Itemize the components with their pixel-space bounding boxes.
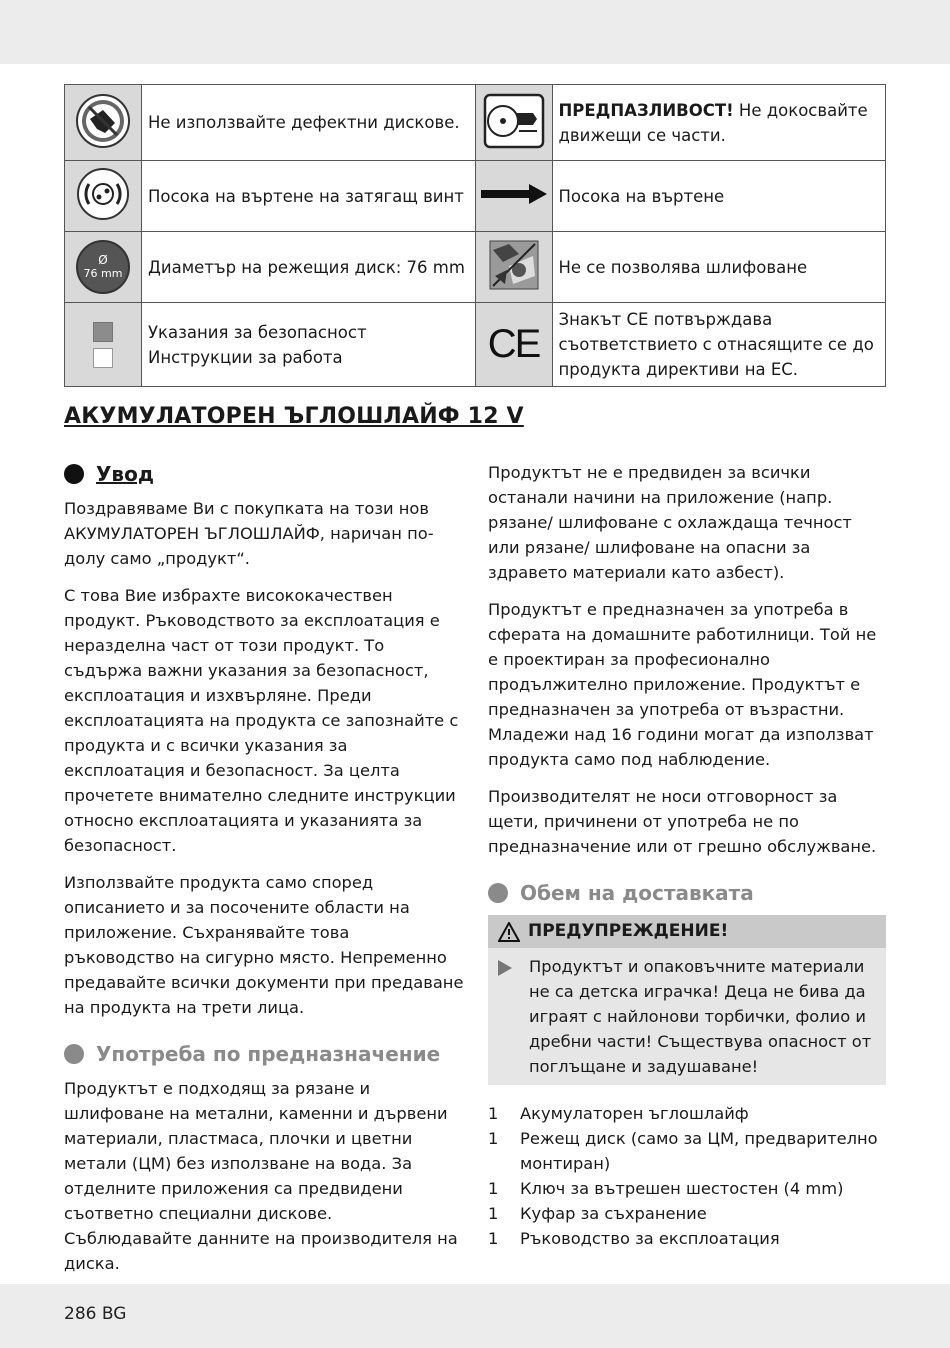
left-column [64,458,464,1288]
diameter-symbol: Ø [98,253,108,267]
page-title: АКУМУЛАТОРЕН ЪГЛОШЛАЙФ 12 V [64,404,524,429]
grey-square-icon [93,322,113,342]
item-qty: 1 [488,1204,499,1223]
symbol-text: Знакът CE потвърждава съответствието с отнасящите се до продукта директиви на ЕС. [552,303,886,387]
item-name: Куфар за съхранение [520,1204,707,1223]
symbol-text: Не се позволява шлифоване [552,232,886,303]
intro-heading [64,458,464,490]
pointer-triangle-icon [498,954,529,1079]
list-item [488,1101,886,1126]
paragraph: Производителят не носи отговорност за щети, причинени от употреба не по предназначение или от грешно обслужване. [488,787,877,856]
paragraph: С това Вие избрахте висококачествен продукт. Ръководството за експлоатация е неразделна част от този продукт. То съдържа важни указания за безопасност, експлоатация и изхвърляне. Преди експлоатацията на продукта се запознайте с продукта и с всички указания за експлоатация и безопасност. За целта прочетете внимателно следните инструкции относно експлоатацията и указанията за безопасност. [64,586,459,855]
warning-title: ПРЕДУПРЕЖДЕНИЕ! [528,921,729,941]
paragraph: Продуктът е подходящ за рязане и шлифоване на метални, каменни и дървени материали, пластмаса, плочки и цветни метали (ЦМ) без използване на вода. За отделните приложения са предвидени съответно специални дискове. Съблюдавайте данните на производителя на диска. [64,1079,458,1273]
list-item [488,1226,886,1251]
clamping-screw-rotation-icon [75,166,131,222]
warning-box [488,915,886,1085]
warning-triangle-icon [498,922,520,942]
page-number: 286 BG [64,1304,127,1324]
paragraph: Използвайте продукта само според описанието и за посочените области на приложение. Съхранявайте това ръководство на сигурно място. Непременно предавайте всички документи при предаване на продукта на трети лица. [64,873,464,1017]
symbol-text-safety [142,303,476,387]
no-grinding-icon [489,240,539,290]
bottom-band [0,1284,950,1348]
symbol-cell-rotation [475,161,552,232]
symbol-cell-safety-squares [65,303,142,387]
right-column [488,460,886,1251]
delivery-heading-text: Обем на доставката [520,880,754,905]
ce-mark-icon: CE [487,322,540,366]
paragraph: Поздравяваме Ви с покупката на този нов АКУМУЛАТОРЕН ЪГЛОШЛАЙФ, наричан по-долу само „продукт“. [64,499,434,568]
item-name: Акумулаторен ъглошлайф [520,1104,749,1123]
symbol-text: Диаметър на режещия диск: 76 mm [142,232,476,303]
delivery-heading [488,877,886,909]
paragraph: Продуктът е предназначен за употреба в сферата на домашните работилници. Той не е проектиран за професионално продължително приложение. Продуктът е предназначен за употреба от възрастни. Младежи над 16 години могат да използват продукта само под наблюдение. [488,600,877,769]
disc-diameter-icon [76,240,130,294]
symbol-text: Посока на въртене [552,161,886,232]
top-band [0,0,950,64]
symbol-cell-no-grinding [475,232,552,303]
list-item [488,1126,886,1176]
symbol-cell-ce [475,303,552,387]
intended-use-heading [64,1038,464,1070]
list-item [488,1176,886,1201]
symbol-cell-moving-parts [475,85,552,161]
intro-heading-text: Увод [96,461,154,486]
item-qty: 1 [488,1179,499,1198]
white-square-icon [93,348,113,368]
paragraph: Продуктът не е предвиден за всички останали начини на приложение (напр. рязане/ шлифоване с охлаждаща течност или рязане/ шлифоване на опасни за здравето материали като азбест). [488,463,852,582]
symbol-text: Посока на въртене на затягащ винт [142,161,476,232]
symbol-cell-diameter [65,232,142,303]
intended-use-heading-text: Употреба по предназначение [96,1041,441,1066]
symbol-text-moving-parts [552,85,886,161]
operating-instructions-label: Инструкции за работа [148,347,343,367]
caution-text: Не докосвайте движещи се части. [558,100,868,145]
rotation-arrow-icon [479,182,549,206]
symbols-table [64,84,886,387]
item-qty: 1 [488,1104,499,1123]
bullet-icon [488,883,508,903]
warning-header [488,915,886,948]
safety-notes-squares-icon [93,322,113,368]
item-qty: 1 [488,1229,499,1248]
warning-text: Продуктът и опаковъчните материали не са детска играчка! Деца не бива да играят с найлонови торбички, фолио и дребни части! Съществува опасност от поглъщане и задушаване! [529,957,872,1076]
safety-notes-label: Указания за безопасност [148,322,367,342]
bullet-icon [64,464,84,484]
diameter-value: 76 mm [83,267,123,280]
item-qty: 1 [488,1129,499,1148]
symbol-cell-defective-disc [65,85,142,161]
item-name: Ръководство за експлоатация [520,1229,780,1248]
caution-label: ПРЕДПАЗЛИВОСТ! [558,100,734,120]
symbol-text: Не използвайте дефектни дискове. [142,85,476,161]
warning-body [488,948,886,1085]
delivery-contents-list [488,1101,886,1251]
bullet-icon [64,1044,84,1064]
item-name: Ключ за вътрешен шестостен (4 mm) [520,1179,844,1198]
list-item [488,1201,886,1226]
no-defective-disc-icon [75,93,131,149]
symbol-cell-clamping-screw [65,161,142,232]
caution-moving-parts-icon [483,93,545,149]
item-name: Режещ диск (само за ЦМ, предварително монтиран) [520,1129,878,1173]
